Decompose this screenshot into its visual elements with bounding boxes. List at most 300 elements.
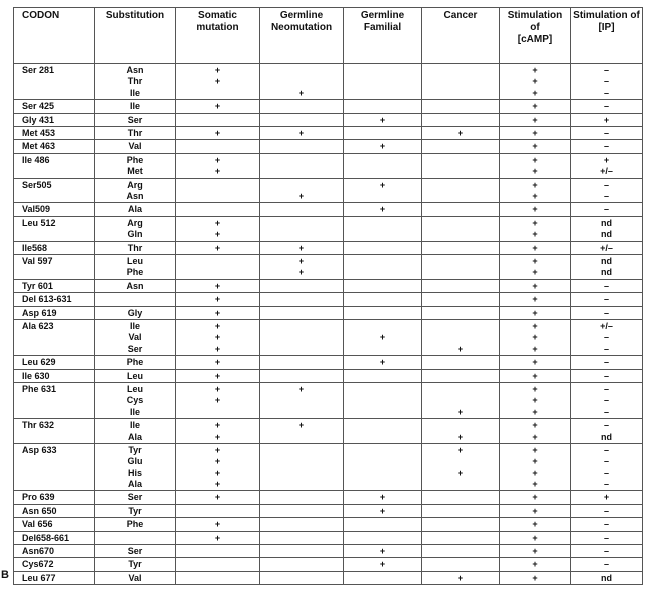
somatic-cell	[176, 126, 260, 139]
germline-neomutation-value	[260, 218, 343, 229]
codon-cell	[14, 356, 95, 369]
cancer-cell	[422, 203, 500, 216]
germline-familial-value	[344, 101, 421, 112]
ip-cell	[571, 571, 643, 584]
substitution-value: Ala	[127, 479, 142, 490]
somatic-cell	[176, 382, 260, 418]
substitution-value: Asn	[126, 190, 144, 201]
ip-cell	[571, 443, 643, 491]
cancer-value	[422, 456, 499, 467]
ip-value: –	[603, 307, 609, 318]
figure-label: B	[1, 569, 9, 581]
codon-cell	[14, 203, 95, 216]
somatic-value: +	[214, 166, 221, 177]
cancer-value	[422, 533, 499, 544]
ip-cell	[571, 64, 643, 100]
ip-cell	[571, 491, 643, 504]
somatic-value: +	[214, 479, 221, 490]
substitution-value: Arg	[127, 179, 143, 190]
camp-value: +	[532, 204, 538, 215]
substitution-value: Tyr	[128, 559, 142, 570]
codon-label: Leu 629	[22, 357, 56, 368]
header-germline-neomutation: Germline Neomutation	[260, 8, 344, 64]
codon-cell	[14, 518, 95, 531]
germline-familial-value	[344, 384, 421, 395]
germline-familial-cell	[344, 126, 422, 139]
substitution-value: Ala	[127, 431, 142, 442]
camp-value: +	[532, 559, 538, 570]
germline-neomutation-cell	[260, 203, 344, 216]
substitution-value: Cys	[126, 395, 144, 406]
substitution-cell	[95, 254, 176, 279]
camp-cell	[500, 254, 571, 279]
germline-familial-cell	[344, 306, 422, 319]
substitution-value: Val	[128, 572, 142, 583]
codon-cell	[14, 558, 95, 571]
somatic-cell	[176, 545, 260, 558]
germline-neomutation-value	[260, 281, 343, 292]
germline-neomutation-cell	[260, 153, 344, 178]
substitution-value: His	[127, 467, 142, 478]
camp-value: +	[532, 267, 538, 278]
cancer-value	[422, 267, 499, 278]
codon-cell	[14, 279, 95, 292]
cancer-value	[422, 332, 499, 343]
germline-familial-value	[344, 321, 421, 332]
somatic-value: +	[214, 242, 221, 253]
germline-neomutation-cell	[260, 356, 344, 369]
somatic-value: +	[214, 229, 221, 240]
cancer-value	[422, 191, 499, 202]
cancer-value	[422, 141, 499, 152]
substitution-value	[95, 294, 175, 305]
germline-familial-value: +	[379, 505, 386, 516]
table-row	[14, 369, 643, 382]
germline-neomutation-value	[260, 76, 343, 87]
table-row	[14, 254, 643, 279]
substitution-cell	[95, 113, 176, 126]
codon-label: Phe 631	[22, 383, 57, 394]
germline-neomutation-value	[260, 395, 343, 406]
cancer-value: +	[457, 431, 464, 442]
ip-cell	[571, 382, 643, 418]
camp-value: +	[532, 444, 538, 455]
cancer-value	[422, 243, 499, 254]
somatic-cell	[176, 153, 260, 178]
substitution-value: Leu	[126, 255, 143, 266]
camp-cell	[500, 419, 571, 444]
germline-familial-value: +	[379, 492, 386, 503]
somatic-value: +	[214, 76, 221, 87]
ip-value: –	[603, 343, 609, 354]
cancer-cell	[422, 518, 500, 531]
ip-value: –	[603, 76, 609, 87]
ip-value: –	[603, 141, 609, 152]
germline-neomutation-cell	[260, 216, 344, 241]
germline-familial-value	[344, 65, 421, 76]
camp-value: +	[532, 406, 538, 417]
cancer-cell	[422, 140, 500, 153]
camp-value: +	[532, 255, 538, 266]
substitution-cell	[95, 203, 176, 216]
germline-neomutation-cell	[260, 369, 344, 382]
codon-cell	[14, 293, 95, 306]
ip-value: –	[603, 467, 609, 478]
germline-neomutation-value	[260, 308, 343, 319]
camp-value: +	[532, 370, 538, 381]
camp-value: +	[532, 87, 538, 98]
substitution-value: Gln	[127, 229, 143, 240]
substitution-value: Ser	[127, 546, 143, 557]
substitution-cell	[95, 319, 176, 355]
somatic-value: +	[214, 370, 221, 381]
germline-familial-cell	[344, 241, 422, 254]
camp-value: +	[532, 280, 538, 291]
germline-familial-value	[344, 218, 421, 229]
germline-familial-value	[344, 395, 421, 406]
camp-value: +	[532, 467, 538, 478]
ip-value: –	[603, 532, 609, 543]
germline-familial-value	[344, 281, 421, 292]
somatic-value: +	[214, 127, 221, 138]
substitution-value: Ser	[127, 492, 143, 503]
table-row	[14, 100, 643, 113]
ip-value: –	[603, 559, 609, 570]
cancer-cell	[422, 558, 500, 571]
codon-cell	[14, 140, 95, 153]
substitution-cell	[95, 126, 176, 139]
cancer-cell	[422, 571, 500, 584]
table-row	[14, 64, 643, 100]
substitution-value: Ile	[129, 406, 140, 417]
somatic-cell	[176, 203, 260, 216]
codon-label: Del 613-631	[22, 294, 72, 305]
table-row	[14, 571, 643, 584]
somatic-value: +	[214, 431, 221, 442]
germline-neomutation-value	[260, 321, 343, 332]
camp-value: +	[532, 546, 538, 557]
ip-cell	[571, 545, 643, 558]
germline-familial-value	[344, 229, 421, 240]
germline-neomutation-value	[260, 141, 343, 152]
substitution-value: Asn	[126, 65, 144, 75]
camp-cell	[500, 178, 571, 203]
somatic-value: +	[214, 357, 221, 368]
germline-familial-cell	[344, 113, 422, 126]
ip-cell	[571, 153, 643, 178]
substitution-value: Leu	[126, 370, 143, 381]
cancer-value	[422, 229, 499, 240]
camp-value: +	[532, 179, 538, 190]
substitution-cell	[95, 504, 176, 517]
germline-familial-cell	[344, 531, 422, 544]
substitution-value	[95, 533, 175, 544]
germline-neomutation-cell	[260, 531, 344, 544]
ip-cell	[571, 100, 643, 113]
camp-value: +	[532, 519, 538, 530]
substitution-cell	[95, 545, 176, 558]
camp-value: +	[532, 114, 538, 125]
cancer-value	[422, 76, 499, 87]
codon-cell	[14, 64, 95, 100]
ip-value: –	[603, 383, 609, 394]
codon-cell	[14, 545, 95, 558]
camp-cell	[500, 126, 571, 139]
camp-value: +	[532, 532, 538, 543]
substitution-cell	[95, 571, 176, 584]
ip-value: –	[603, 127, 609, 138]
cancer-value	[422, 546, 499, 557]
somatic-cell	[176, 254, 260, 279]
substitution-value: Arg	[127, 217, 143, 228]
somatic-value: +	[214, 492, 221, 503]
cancer-cell	[422, 491, 500, 504]
germline-neomutation-cell	[260, 558, 344, 571]
table-row	[14, 531, 643, 544]
cancer-value	[422, 101, 499, 112]
camp-value: +	[532, 242, 538, 253]
somatic-value	[176, 191, 259, 202]
codon-cell	[14, 126, 95, 139]
camp-value: +	[532, 127, 538, 138]
cancer-cell	[422, 545, 500, 558]
camp-cell	[500, 306, 571, 319]
somatic-value	[176, 256, 259, 267]
codon-label: Asp 619	[22, 307, 57, 318]
cancer-value	[422, 204, 499, 215]
table-row	[14, 443, 643, 491]
cancer-value	[422, 256, 499, 267]
ip-value: +/–	[600, 242, 613, 253]
camp-cell	[500, 319, 571, 355]
cancer-value	[422, 166, 499, 177]
ip-value: –	[603, 280, 609, 291]
somatic-value: +	[214, 65, 221, 75]
ip-value: –	[603, 204, 609, 215]
codon-cell	[14, 306, 95, 319]
ip-cell	[571, 356, 643, 369]
germline-familial-value	[344, 267, 421, 278]
codon-label: Met 453	[22, 127, 56, 138]
table-row	[14, 293, 643, 306]
somatic-value: +	[214, 467, 221, 478]
somatic-cell	[176, 319, 260, 355]
table-row	[14, 504, 643, 517]
germline-familial-value	[344, 573, 421, 584]
germline-neomutation-value	[260, 546, 343, 557]
header-somatic: Somatic mutation	[176, 8, 260, 64]
camp-cell	[500, 531, 571, 544]
codon-cell	[14, 113, 95, 126]
substitution-cell	[95, 443, 176, 491]
ip-value: –	[603, 519, 609, 530]
germline-neomutation-cell	[260, 518, 344, 531]
cancer-value	[422, 155, 499, 166]
codon-cell	[14, 382, 95, 418]
germline-familial-value	[344, 191, 421, 202]
somatic-value: +	[214, 532, 221, 543]
cancer-value	[422, 294, 499, 305]
codon-cell	[14, 178, 95, 203]
somatic-cell	[176, 531, 260, 544]
germline-neomutation-value	[260, 229, 343, 240]
camp-cell	[500, 153, 571, 178]
ip-value: nd	[601, 255, 612, 266]
ip-cell	[571, 369, 643, 382]
substitution-cell	[95, 140, 176, 153]
camp-value: +	[532, 65, 538, 75]
cancer-cell	[422, 443, 500, 491]
codon-label: Ser 281	[22, 65, 55, 75]
camp-value: +	[532, 357, 538, 368]
substitution-value: Phe	[126, 267, 144, 278]
ip-cell	[571, 531, 643, 544]
cancer-cell	[422, 64, 500, 100]
codon-label: Val 656	[22, 519, 53, 530]
codon-label: Leu 512	[22, 217, 56, 228]
somatic-cell	[176, 369, 260, 382]
germline-familial-value	[344, 371, 421, 382]
germline-familial-value	[344, 344, 421, 355]
camp-value: +	[532, 101, 538, 112]
camp-value: +	[532, 141, 538, 152]
ip-value: –	[603, 357, 609, 368]
header-camp: Stimulation of [cAMP]	[500, 8, 571, 64]
substitution-cell	[95, 558, 176, 571]
ip-value: –	[603, 444, 609, 455]
germline-familial-cell	[344, 279, 422, 292]
ip-cell	[571, 293, 643, 306]
germline-familial-value	[344, 256, 421, 267]
cancer-cell	[422, 293, 500, 306]
germline-neomutation-value	[260, 468, 343, 479]
somatic-value: +	[214, 294, 221, 305]
germline-familial-cell	[344, 504, 422, 517]
ip-cell	[571, 126, 643, 139]
germline-familial-value	[344, 128, 421, 139]
germline-familial-value: +	[379, 204, 386, 215]
somatic-value: +	[214, 154, 221, 165]
germline-familial-value: +	[379, 114, 386, 125]
codon-label: Ile 630	[22, 370, 50, 381]
germline-familial-cell	[344, 443, 422, 491]
germline-familial-value	[344, 479, 421, 490]
cancer-value: +	[457, 467, 464, 478]
codon-label: Ile568	[22, 242, 48, 253]
codon-label: Gly 431	[22, 114, 55, 125]
camp-value: +	[532, 505, 538, 516]
somatic-cell	[176, 279, 260, 292]
germline-familial-value	[344, 468, 421, 479]
ip-value: –	[603, 420, 609, 431]
codon-label: Thr 632	[22, 420, 55, 431]
germline-neomutation-cell	[260, 306, 344, 319]
somatic-value: +	[214, 444, 221, 455]
cancer-cell	[422, 382, 500, 418]
germline-neomutation-value	[260, 115, 343, 126]
table-row	[14, 545, 643, 558]
camp-cell	[500, 369, 571, 382]
substitution-cell	[95, 531, 176, 544]
camp-cell	[500, 279, 571, 292]
ip-value: –	[603, 479, 609, 490]
codon-cell	[14, 319, 95, 355]
codon-cell	[14, 504, 95, 517]
cancer-value	[422, 479, 499, 490]
somatic-cell	[176, 293, 260, 306]
camp-cell	[500, 64, 571, 100]
substitution-value: Ile	[129, 101, 140, 112]
codon-label: Asp 633	[22, 444, 57, 455]
camp-value: +	[532, 395, 538, 406]
germline-familial-value	[344, 308, 421, 319]
germline-neomutation-value	[260, 357, 343, 368]
codon-cell	[14, 153, 95, 178]
germline-familial-cell	[344, 293, 422, 306]
germline-neomutation-value	[260, 559, 343, 570]
germline-familial-value	[344, 456, 421, 467]
cancer-cell	[422, 306, 500, 319]
substitution-value: Ile	[129, 420, 140, 431]
codon-label: Leu 677	[22, 572, 56, 583]
cancer-cell	[422, 113, 500, 126]
substitution-cell	[95, 64, 176, 100]
somatic-cell	[176, 558, 260, 571]
cancer-value	[422, 180, 499, 191]
germline-familial-value	[344, 445, 421, 456]
germline-neomutation-value	[260, 101, 343, 112]
germline-neomutation-value: +	[298, 190, 305, 201]
ip-cell	[571, 140, 643, 153]
substitution-value: Thr	[127, 127, 143, 138]
cancer-value	[422, 371, 499, 382]
substitution-cell	[95, 241, 176, 254]
substitution-cell	[95, 518, 176, 531]
somatic-value	[176, 115, 259, 126]
camp-cell	[500, 241, 571, 254]
codon-label: Ser505	[22, 179, 52, 190]
ip-cell	[571, 203, 643, 216]
codon-label: Ala 623	[22, 320, 54, 331]
codon-cell	[14, 369, 95, 382]
substitution-value: Gly	[127, 307, 143, 318]
table-row	[14, 203, 643, 216]
cancer-cell	[422, 216, 500, 241]
ip-value: +	[603, 492, 610, 503]
codon-label: Ser 425	[22, 101, 55, 112]
germline-neomutation-value	[260, 332, 343, 343]
somatic-value: +	[214, 217, 221, 228]
table-row	[14, 178, 643, 203]
table-row	[14, 518, 643, 531]
cancer-value	[422, 506, 499, 517]
germline-neomutation-value	[260, 166, 343, 177]
cancer-value	[422, 65, 499, 76]
germline-familial-cell	[344, 369, 422, 382]
cancer-value	[422, 357, 499, 368]
somatic-cell	[176, 140, 260, 153]
germline-neomutation-cell	[260, 241, 344, 254]
cancer-cell	[422, 419, 500, 444]
table-row	[14, 356, 643, 369]
substitution-value: Ile	[129, 87, 140, 98]
codon-label: Val509	[22, 204, 51, 215]
codon-label: Asn 650	[22, 505, 57, 516]
camp-value: +	[532, 479, 538, 490]
ip-value: –	[603, 370, 609, 381]
substitution-value: Thr	[127, 76, 143, 87]
ip-cell	[571, 518, 643, 531]
